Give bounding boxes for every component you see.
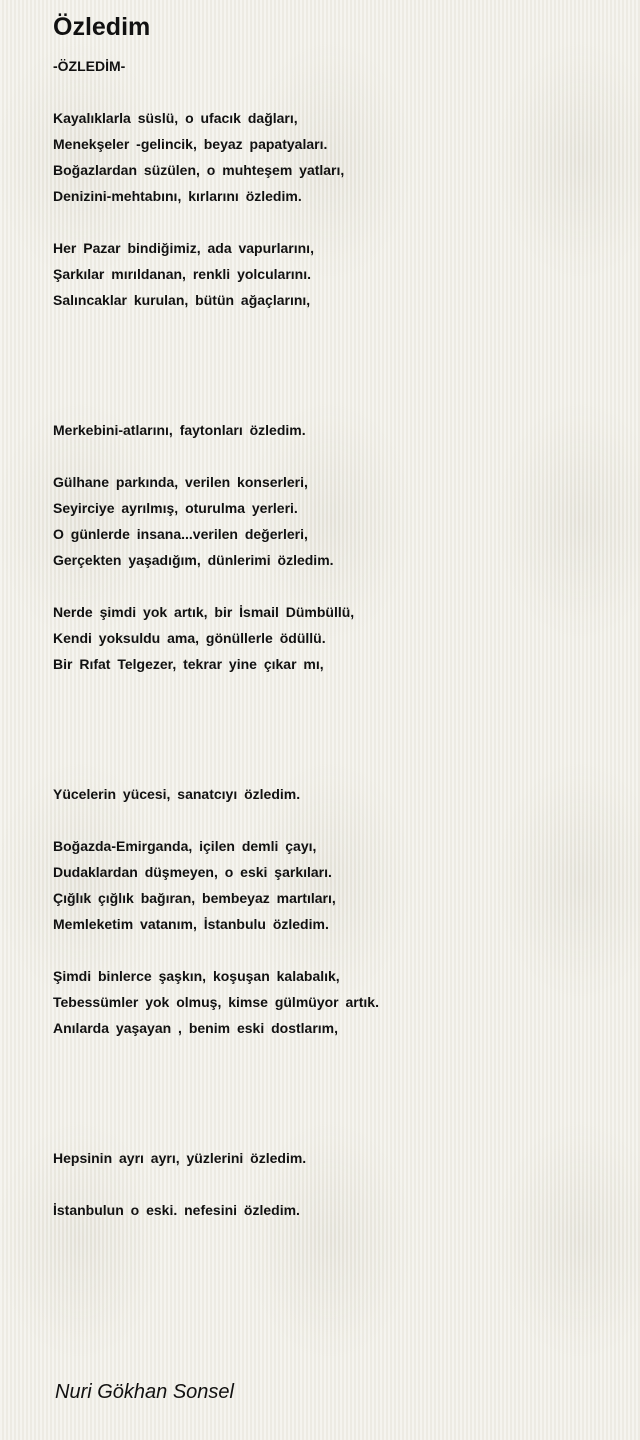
poem-line: Salıncaklar kurulan, bütün ağaçlarını, — [53, 292, 311, 308]
stanza-2 — [53, 235, 613, 313]
poem-line: Menekşeler -gelincik, beyaz papatyaları. — [53, 136, 328, 152]
poem-line: Dudaklardan düşmeyen, o eski şarkıları. — [53, 864, 332, 880]
poem-container — [53, 10, 613, 1249]
stanza-3 — [53, 417, 613, 443]
poem-line: Gerçekten yaşadığım, dünlerimi özledim. — [53, 552, 334, 568]
poem-line: Boğazda-Emirganda, içilen demli çayı, — [53, 838, 317, 854]
poem-title: Özledim — [53, 13, 151, 41]
poem-line: Gülhane parkında, verilen konserleri, — [53, 474, 308, 490]
poem-line: O günlerde insana...verilen değerleri, — [53, 526, 308, 542]
poem-line: Tebessümler yok olmuş, kimse gülmüyor artık. — [53, 994, 379, 1010]
poem-line: Memleketim vatanım, İstanbulu özledim. — [53, 916, 329, 932]
poem-line: Seyirciye ayrılmış, oturulma yerleri. — [53, 500, 298, 516]
poem-line: Nerde şimdi yok artık, bir İsmail Dümbüllü, — [53, 604, 355, 620]
poem-line: Kendi yoksuldu ama, gönüllerle ödüllü. — [53, 630, 326, 646]
poem-line: Hepsinin ayrı ayrı, yüzlerini özledim. — [53, 1150, 307, 1166]
poem-line: Anılarda yaşayan , benim eski dostlarım, — [53, 1020, 338, 1036]
stanza-1 — [53, 105, 613, 209]
poem-line: Çığlık çığlık bağıran, bembeyaz martıları, — [53, 890, 336, 906]
poem-author: Nuri Gökhan Sonsel — [55, 1381, 234, 1403]
poem-subtitle: -ÖZLEDİM- — [53, 58, 126, 74]
stanza-10 — [53, 1197, 613, 1223]
poem-line: Her Pazar bindiğimiz, ada vapurlarını, — [53, 240, 314, 256]
poem-line: Şarkılar mırıldanan, renkli yolcularını. — [53, 266, 311, 282]
poem-line: Boğazlardan süzülen, o muhteşem yatları, — [53, 162, 345, 178]
stanza-9 — [53, 1145, 613, 1171]
stanza-6 — [53, 781, 613, 807]
stanza-4 — [53, 469, 613, 573]
poem-line: Merkebini-atlarını, faytonları özledim. — [53, 422, 306, 438]
stanza-5 — [53, 599, 613, 677]
poem-line: Kayalıklarla süslü, o ufacık dağları, — [53, 110, 298, 126]
stanza-8 — [53, 963, 613, 1041]
poem-line: Yücelerin yücesi, sanatcıyı özledim. — [53, 786, 301, 802]
poem-line: Bir Rıfat Telgezer, tekrar yine çıkar mı, — [53, 656, 324, 672]
stanza-7 — [53, 833, 613, 937]
poem-line: Şimdi binlerce şaşkın, koşuşan kalabalık, — [53, 968, 340, 984]
poem-line: Denizini-mehtabını, kırlarını özledim. — [53, 188, 302, 204]
poem-line: İstanbulun o eski. nefesini özledim. — [53, 1202, 300, 1218]
